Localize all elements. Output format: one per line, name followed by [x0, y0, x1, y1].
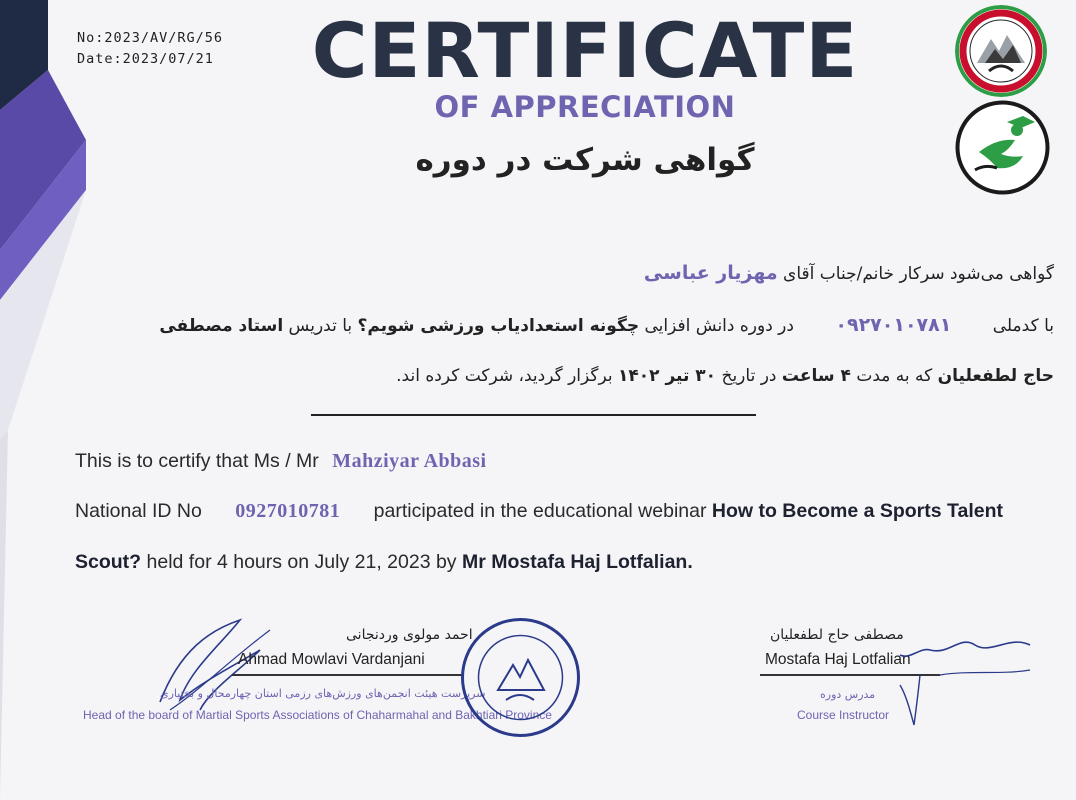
persian-line3-b: در تاریخ [721, 366, 777, 386]
english-line-3 [75, 551, 693, 574]
english-instructor: Mr Mostafa Haj Lotfalian. [461, 551, 693, 573]
persian-title: گواهی شرکت در دوره [415, 142, 755, 178]
mountain-emblem-icon [955, 5, 1047, 97]
right-signer-name-fa: مصطفی حاج لطفعلیان [770, 627, 904, 643]
english-line-2 [75, 500, 1003, 523]
english-line2-mid: participated in the educational webinar [373, 500, 707, 522]
english-line-1 [75, 450, 487, 473]
document-date: Date:2023/07/21 [77, 51, 214, 67]
certificate-subtitle: OF APPRECIATION [434, 90, 736, 124]
association-seal-icon [458, 615, 583, 740]
persian-line1-prefix: گواهی می‌شود سرکار خانم/جناب آقای [783, 264, 1054, 284]
right-signer-role-en: Course Instructor [797, 708, 890, 722]
left-signature-line [232, 674, 462, 676]
english-id-label: National ID No [75, 500, 202, 522]
persian-line2-prefix: با کدملی [992, 316, 1054, 336]
english-recipient-name: Mahziyar Abbasi [332, 450, 487, 472]
persian-line-2 [54, 314, 1054, 336]
left-signer-name-fa: احمد مولوی وردنجانی [346, 627, 473, 643]
left-signer-name-en: Ahmad Mowlavi Vardanjani [238, 651, 425, 668]
certificate-title: CERTIFICATE [311, 6, 859, 95]
persian-teacher-part1: استاد مصطفی [159, 316, 284, 336]
persian-line3-c: برگزار گردید، شرکت کرده اند. [396, 366, 613, 386]
english-line1-prefix: This is to certify that Ms / Mr [75, 450, 319, 472]
english-national-id: 0927010781 [235, 500, 341, 522]
right-handwritten-signature [880, 615, 1050, 735]
graduate-runner-icon [955, 100, 1050, 195]
persian-recipient-name: مهزیار عباسی [643, 262, 778, 284]
stripe-grey [0, 430, 8, 800]
right-signer-name-en: Mostafa Haj Lotfalian [765, 651, 911, 668]
persian-line-3 [54, 366, 1054, 386]
persian-date: ۳۰ تیر ۱۴۰۲ [618, 366, 717, 386]
persian-line2-after: با تدریس [288, 316, 353, 336]
persian-national-id: ۰۹۲۷۰۱۰۷۸۱ [835, 314, 952, 336]
persian-duration: ۴ ساعت [781, 366, 851, 386]
divider-rule [311, 414, 756, 416]
english-line3-a: held for 4 hours on July 21, 2023 by [146, 551, 457, 573]
persian-teacher-part2: حاج لطفعلیان [937, 366, 1054, 386]
document-number: No:2023/AV/RG/56 [77, 30, 224, 46]
left-signer-role-fa: سرپرست هیئت انجمن‌های ورزش‌های رزمی استان چهارمحال و بختیاری [160, 687, 486, 700]
right-signer-role-fa: مدرس دوره [820, 688, 876, 701]
persian-line-1 [54, 262, 1054, 284]
english-course-part2: Scout? [75, 551, 142, 573]
persian-line3-a: که به مدت [856, 366, 933, 386]
left-decorative-stripes [0, 0, 120, 800]
english-course-part1: How to Become a Sports Talent [711, 500, 1003, 522]
persian-course: چگونه استعدادیاب ورزشی شویم؟ [357, 316, 640, 336]
document-number-block [77, 28, 223, 70]
left-signer-role-en: Head of the board of Martial Sports Associations of Chaharmahal and Bakhtiari Province [83, 708, 552, 722]
persian-line2-mid: در دوره دانش افزایی [644, 316, 794, 336]
